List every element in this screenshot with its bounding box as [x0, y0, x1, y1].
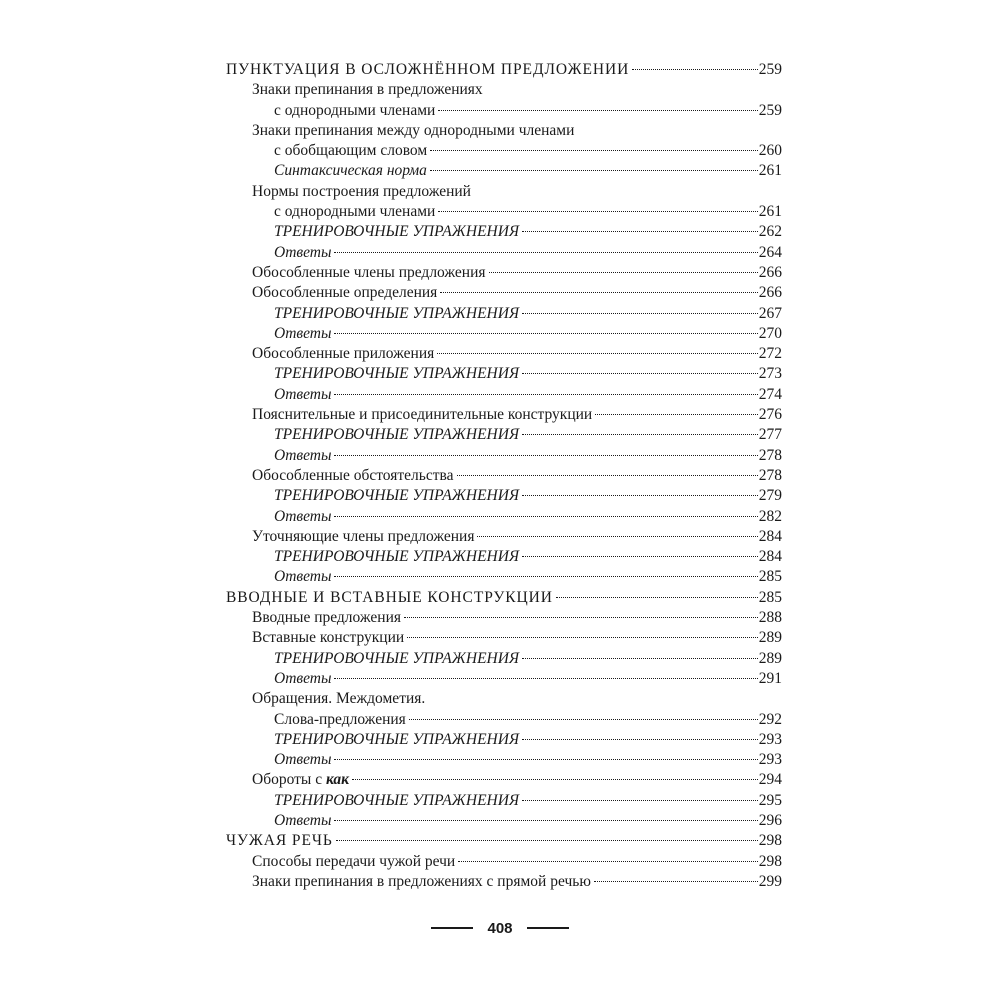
toc-entry-text: Способы передачи чужой речи [252, 852, 456, 870]
toc-entry [226, 243, 782, 263]
toc-entry [226, 486, 782, 506]
toc-entry-title [252, 628, 404, 648]
dot-leader [334, 454, 757, 456]
toc-entry-page: 266 [758, 263, 782, 281]
toc-entry [226, 425, 782, 445]
toc-entry-title [226, 831, 333, 851]
toc-entry-emphasis: как [325, 771, 350, 789]
toc-entry-page: 298 [758, 852, 782, 870]
toc-entry-text: Вставные конструкции [252, 629, 405, 647]
toc-entry-page: 276 [758, 406, 782, 424]
toc-entry [226, 831, 782, 851]
toc-entry-text: Ответы [274, 811, 332, 829]
dot-leader [594, 880, 758, 882]
dot-leader [522, 555, 758, 557]
toc-entry-page: 285 [758, 588, 782, 606]
toc-entry-text: ВВОДНЫЕ И ВСТАВНЫЕ КОНСТРУКЦИИ [226, 588, 553, 606]
toc-entry-title [252, 80, 483, 100]
dot-leader [334, 819, 757, 821]
toc-entry-text: Синтаксическая норма [274, 162, 427, 180]
dot-leader [522, 494, 758, 496]
toc-entry-page: 261 [758, 203, 782, 221]
toc-entry [226, 344, 782, 364]
toc-entry-title [252, 770, 349, 790]
toc-entry [226, 364, 782, 384]
dot-leader [522, 230, 758, 232]
toc-entry [226, 608, 782, 628]
dot-leader [522, 312, 758, 314]
toc-entry-text: Нормы построения предложений [252, 182, 471, 200]
toc-entry-text: с однородными членами [274, 101, 436, 119]
dot-leader [438, 210, 757, 212]
toc-entry-title [226, 60, 629, 80]
dot-leader [430, 149, 758, 151]
toc-entry-page: 260 [758, 142, 782, 160]
toc-entry-text: с однородными членами [274, 203, 436, 221]
toc-entry-title [252, 852, 455, 872]
toc-entry [226, 202, 782, 222]
toc-entry-text: ТРЕНИРОВОЧНЫЕ УПРАЖНЕНИЯ [274, 548, 520, 566]
dot-leader [440, 291, 757, 293]
dot-leader [334, 251, 757, 253]
toc-entry-text: Обособленные члены предложения [252, 263, 486, 281]
dot-leader [352, 778, 758, 780]
toc-entry-title [274, 669, 331, 689]
toc-entry-title [252, 263, 486, 283]
toc-entry-title [252, 121, 574, 141]
toc-entry-page: 289 [758, 629, 782, 647]
toc-entry-page: 291 [758, 669, 782, 687]
toc-entry-title [252, 182, 471, 202]
toc-entry-text: Вводные предложения [252, 609, 402, 627]
dot-leader [334, 758, 757, 760]
toc-entry-page: 292 [758, 710, 782, 728]
toc-entry [226, 222, 782, 242]
toc-entry [226, 730, 782, 750]
toc-entry-text: Ответы [274, 568, 332, 586]
toc-entry-title [274, 425, 519, 445]
toc-entry-text: Ответы [274, 385, 332, 403]
dot-leader [522, 372, 758, 374]
dot-leader [336, 839, 758, 841]
toc-entry-page: 285 [758, 568, 782, 586]
toc-entry [226, 628, 782, 648]
toc-entry-text: Слова-предложения [274, 710, 406, 728]
toc-entry [226, 405, 782, 425]
toc-entry-page: 278 [758, 466, 782, 484]
toc-entry-title [274, 141, 427, 161]
toc-entry-title [274, 304, 519, 324]
toc-entry-text: Ответы [274, 324, 332, 342]
toc-entry-text: с обобщающим словом [274, 142, 428, 160]
toc-entry-title [274, 730, 519, 750]
toc-entry [226, 750, 782, 770]
toc-entry [226, 121, 782, 141]
toc-entry-title [252, 527, 474, 547]
toc-entry-text: ТРЕНИРОВОЧНЫЕ УПРАЖНЕНИЯ [274, 649, 520, 667]
dot-leader [334, 677, 757, 679]
toc-entry-text: Ответы [274, 507, 332, 525]
dot-leader [409, 718, 758, 720]
toc-entry [226, 770, 782, 790]
toc-entry-text: Обособленные приложения [252, 345, 435, 363]
toc-entry-title [274, 710, 406, 730]
toc-entry [226, 283, 782, 303]
toc-entry-title [252, 689, 425, 709]
toc-entry-title [252, 283, 437, 303]
toc-entry-title [274, 385, 331, 405]
toc-entry [226, 547, 782, 567]
toc-entry-page: 293 [758, 730, 782, 748]
dot-leader [556, 596, 758, 598]
dot-leader [430, 169, 758, 171]
toc-entry-title [274, 243, 331, 263]
toc-entry-text: Уточняющие члены предложения [252, 527, 475, 545]
toc-entry [226, 182, 782, 202]
footer-rule-left [431, 927, 473, 929]
toc-entry [226, 669, 782, 689]
toc-entry-text: ЧУЖАЯ РЕЧЬ [226, 832, 333, 850]
dot-leader [404, 616, 758, 618]
toc-entry-page: 279 [758, 487, 782, 505]
dot-leader [437, 352, 757, 354]
toc-entry-text: Обособленные обстоятельства [252, 466, 454, 484]
toc-entry-title [252, 405, 592, 425]
toc-entry-text: Ответы [274, 669, 332, 687]
toc-entry [226, 567, 782, 587]
toc-entry-title [274, 486, 519, 506]
toc-entry-page: 278 [758, 446, 782, 464]
dot-leader [457, 474, 758, 476]
toc-entry-text: Пояснительные и присоединительные конструкции [252, 406, 593, 424]
toc-entry [226, 141, 782, 161]
toc-entry [226, 811, 782, 831]
toc-entry-page: 259 [758, 101, 782, 119]
toc-entry-title [274, 161, 427, 181]
page-number: 408 [487, 919, 513, 937]
toc-entry [226, 588, 782, 608]
toc-entry-text: Обороты с [252, 771, 326, 789]
dot-leader [632, 68, 758, 70]
dot-leader [334, 515, 757, 517]
toc-entry-page: 284 [758, 548, 782, 566]
toc-entry [226, 263, 782, 283]
toc-entry-title [274, 507, 331, 527]
toc-entry [226, 527, 782, 547]
toc-entry-title [274, 791, 519, 811]
toc-entry-page: 298 [758, 832, 782, 850]
toc-entry-page: 270 [758, 324, 782, 342]
toc-entry [226, 80, 782, 100]
toc-entry-page: 262 [758, 223, 782, 241]
toc-entry-text: ТРЕНИРОВОЧНЫЕ УПРАЖНЕНИЯ [274, 426, 520, 444]
toc-entry-title [252, 608, 401, 628]
toc-entry-text: ТРЕНИРОВОЧНЫЕ УПРАЖНЕНИЯ [274, 791, 520, 809]
toc-entry-page: 294 [758, 771, 782, 789]
toc-entry-page: 267 [758, 304, 782, 322]
toc-entry [226, 872, 782, 892]
toc-entry-page: 266 [758, 284, 782, 302]
toc-entry-title [274, 324, 331, 344]
toc-entry [226, 791, 782, 811]
toc-entry-title [252, 344, 434, 364]
toc-entry-title [274, 750, 331, 770]
toc-entry-page: 284 [758, 527, 782, 545]
toc-entry-page: 288 [758, 609, 782, 627]
toc-entry-page: 259 [758, 61, 782, 78]
dot-leader [522, 433, 758, 435]
page-footer [0, 916, 1000, 940]
toc-entry-page: 293 [758, 751, 782, 769]
dot-leader [522, 738, 758, 740]
toc-entry [226, 852, 782, 872]
toc-entry-page: 295 [758, 791, 782, 809]
toc-entry [226, 324, 782, 344]
toc-entry-text: ТРЕНИРОВОЧНЫЕ УПРАЖНЕНИЯ [274, 730, 520, 748]
toc-entry [226, 689, 782, 709]
dot-leader [334, 332, 757, 334]
toc-entry-title [274, 101, 435, 121]
toc-entry [226, 101, 782, 121]
toc-entry-text: Ответы [274, 243, 332, 261]
toc-entry-page: 289 [758, 649, 782, 667]
toc-entry-page: 274 [758, 385, 782, 403]
toc-entry-title [274, 547, 519, 567]
toc-entry-page: 273 [758, 365, 782, 383]
dot-leader [522, 799, 758, 801]
dot-leader [438, 109, 757, 111]
toc-entry-text: Обособленные определения [252, 284, 438, 302]
toc-entry [226, 507, 782, 527]
toc-entry-text: Ответы [274, 446, 332, 464]
toc-entry-page: 282 [758, 507, 782, 525]
toc-entry-title [274, 811, 331, 831]
toc-entry [226, 304, 782, 324]
toc-entry [226, 710, 782, 730]
toc-entry-text: Знаки препинания между однородными членами [252, 121, 575, 139]
toc-entry [226, 385, 782, 405]
dot-leader [334, 393, 757, 395]
table-of-contents [226, 60, 782, 892]
toc-entry-text: ТРЕНИРОВОЧНЫЕ УПРАЖНЕНИЯ [274, 223, 520, 241]
dot-leader [595, 413, 758, 415]
toc-entry-title [274, 567, 331, 587]
toc-entry-text: ПУНКТУАЦИЯ В ОСЛОЖНЁННОМ ПРЕДЛОЖЕНИИ [226, 61, 630, 78]
toc-entry-page: 264 [758, 243, 782, 261]
toc-entry-page: 299 [758, 872, 782, 890]
dot-leader [407, 636, 758, 638]
toc-entry [226, 161, 782, 181]
toc-entry-page: 296 [758, 811, 782, 829]
toc-entry-page: 261 [758, 162, 782, 180]
toc-entry-title [274, 649, 519, 669]
toc-entry [226, 649, 782, 669]
toc-entry [226, 446, 782, 466]
toc-entry [226, 60, 782, 80]
toc-entry-title [274, 446, 331, 466]
toc-entry-text: Обращения. Междометия. [252, 690, 426, 708]
dot-leader [477, 535, 757, 537]
footer-rule-right [527, 927, 569, 929]
toc-entry-title [274, 364, 519, 384]
toc-entry-text: ТРЕНИРОВОЧНЫЕ УПРАЖНЕНИЯ [274, 304, 520, 322]
dot-leader [489, 271, 758, 273]
toc-entry-title [252, 872, 591, 892]
dot-leader [334, 575, 757, 577]
toc-entry [226, 466, 782, 486]
toc-entry-page: 272 [758, 345, 782, 363]
toc-entry-title [274, 222, 519, 242]
toc-entry-title [226, 588, 553, 608]
toc-entry-text: ТРЕНИРОВОЧНЫЕ УПРАЖНЕНИЯ [274, 365, 520, 383]
toc-entry-text: Знаки препинания в предложениях [252, 81, 483, 99]
toc-entry-text: Знаки препинания в предложениях с прямой речью [252, 872, 591, 890]
toc-entry-text: ТРЕНИРОВОЧНЫЕ УПРАЖНЕНИЯ [274, 487, 520, 505]
dot-leader [458, 860, 758, 862]
toc-entry-page: 277 [758, 426, 782, 444]
toc-entry-title [274, 202, 435, 222]
toc-entry-text: Ответы [274, 751, 332, 769]
toc-entry-title [252, 466, 454, 486]
dot-leader [522, 657, 758, 659]
